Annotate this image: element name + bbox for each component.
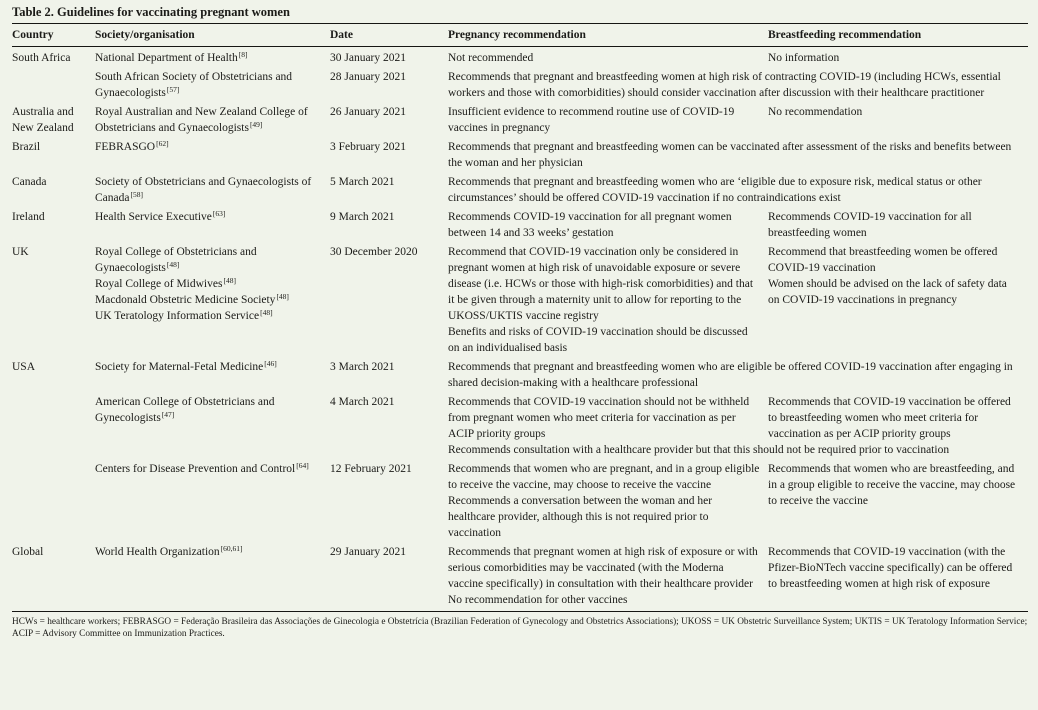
recommendation-paragraph: Recommends that pregnant and breastfeeding women who are eligible be offered COVID-19 vaccination after engaging in shared decision-making with a healthcare professional: [448, 361, 1013, 389]
cell-date: 9 March 2021: [330, 211, 395, 223]
recommendation-paragraph: Insufficient evidence to recommend routine use of COVID-19 vaccines in pregnancy: [448, 106, 735, 134]
cell-society-organisation: [95, 104, 330, 136]
table-row: [12, 174, 1028, 206]
cell-country: Canada: [12, 176, 47, 188]
society-name: South African Society of Obstetricians and Gynaecologists[57]: [95, 71, 293, 99]
cell-country: South Africa: [12, 52, 71, 64]
society-name: Royal College of Obstetricians and Gynaecologists[48]: [95, 246, 257, 274]
cell-date: 3 February 2021: [330, 141, 407, 153]
society-name: Royal Australian and New Zealand College of Obstetricians and Gynaecologists[49]: [95, 106, 308, 134]
cell-breastfeeding-recommendation: [768, 394, 1028, 442]
table-row: [12, 139, 1028, 171]
reference-superscript: [8]: [238, 50, 248, 59]
society-name: Centers for Disease Prevention and Control[64]: [95, 461, 309, 475]
society-name: Health Service Executive[63]: [95, 209, 226, 223]
cell-date: 4 March 2021: [330, 396, 395, 408]
cell-combined-recommendation: [448, 174, 1028, 206]
table-title: Table 2. Guidelines for vaccinating pregnant women: [12, 5, 290, 19]
cell-society-organisation: [95, 461, 330, 541]
footnote-line: ACIP = Advisory Committee on Immunization Practices.: [12, 629, 225, 639]
cell-society-organisation: [95, 359, 330, 391]
cell-pregnancy-recommendation: [448, 209, 768, 241]
cell-society-organisation: [95, 544, 330, 608]
cell-pregnancy-recommendation: [448, 50, 768, 66]
cell-breastfeeding-recommendation: [768, 209, 1028, 241]
cell-date: 26 January 2021: [330, 106, 407, 118]
cell-society-organisation: [95, 69, 330, 101]
reference-superscript: [48]: [276, 292, 289, 301]
cell-country: Brazil: [12, 141, 41, 153]
cell-society-organisation: [95, 50, 330, 66]
recommendation-paragraph: Recommends that pregnant women at high risk of exposure or with serious comorbidities may be vaccinated (with the Moderna vaccine specifically) in consultation with their healthcare provider: [448, 546, 758, 590]
reference-superscript: [49]: [249, 120, 263, 129]
society-name: UK Teratology Information Service[48]: [95, 308, 273, 322]
table-row: [12, 461, 1028, 541]
cell-date: 12 February 2021: [330, 463, 412, 475]
society-name: FEBRASGO[62]: [95, 139, 169, 153]
cell-pregnancy-recommendation: [448, 394, 768, 442]
recommendation-paragraph: Recommends that COVID-19 vaccination should not be withheld from pregnant women who meet criteria for vaccination as per ACIP priority groups: [448, 396, 750, 440]
table-row: [12, 544, 1028, 608]
society-name: Macdonald Obstetric Medicine Society[48]: [95, 292, 289, 306]
recommendation-paragraph: Recommends that women who are breastfeeding, and in a group eligible to receive the vaccine, may choose to receive the vaccine: [768, 463, 1016, 507]
cell-date: 30 December 2020: [330, 246, 418, 258]
recommendation-paragraph: Recommends that COVID-19 vaccination be offered to breastfeeding women who meet criteria for vaccination as per ACIP priority groups: [768, 396, 1011, 440]
reference-superscript: [64]: [296, 461, 309, 470]
reference-superscript: [58]: [130, 190, 143, 199]
cell-society-organisation: [95, 394, 330, 442]
cell-breastfeeding-recommendation: [768, 50, 1028, 66]
reference-superscript: [48]: [223, 276, 236, 285]
table-row: [12, 359, 1028, 391]
cell-country: Australia and New Zealand: [12, 106, 74, 134]
cell-country: Ireland: [12, 211, 45, 223]
cell-combined-recommendation: [448, 442, 1028, 458]
recommendation-paragraph: Not recommended: [448, 52, 534, 64]
cell-breastfeeding-recommendation: [768, 544, 1028, 608]
society-name: Society for Maternal-Fetal Medicine[46]: [95, 359, 277, 373]
column-header-date: Date: [330, 29, 353, 41]
society-name: American College of Obstetricians and Gynecologists[47]: [95, 396, 275, 424]
table-row: [12, 209, 1028, 241]
society-name: World Health Organization[60,61]: [95, 544, 243, 558]
recommendation-paragraph: Recommends that pregnant and breastfeeding women at high risk of contracting COVID-19 (including HCWs, essential workers and those with comorbidities) should consider vaccination after discussion with their healthcare practitioner: [448, 71, 1001, 99]
table-row: [12, 104, 1028, 136]
recommendation-paragraph: Benefits and risks of COVID-19 vaccination should be discussed on an individualised basis: [448, 326, 748, 354]
recommendation-paragraph: Recommends COVID-19 vaccination for all pregnant women between 14 and 33 weeks’ gestation: [448, 211, 732, 239]
cell-country: [12, 394, 95, 442]
society-name: National Department of Health[8]: [95, 50, 248, 64]
footnote-line: HCWs = healthcare workers; FEBRASGO = Federação Brasileira das Associações de Ginecologia e Obstetrícia (Brazilian Federation of Gynecology and Obstetrics Associations); UKOSS = UK Obstetric Surveillance System; UKTIS = UK Teratology Information Service;: [12, 617, 1028, 627]
reference-superscript: [60,61]: [220, 544, 243, 553]
cell-date: 30 January 2021: [330, 52, 407, 64]
recommendation-paragraph: No information: [768, 52, 840, 64]
cell-combined-recommendation: [448, 139, 1028, 171]
cell-country: Global: [12, 546, 44, 558]
reference-superscript: [46]: [264, 359, 277, 368]
cell-society-organisation: [95, 244, 330, 356]
cell-date: 29 January 2021: [330, 546, 407, 558]
cell-country: UK: [12, 246, 29, 258]
cell-date: 3 March 2021: [330, 361, 395, 373]
table-row: [12, 244, 1028, 356]
column-header-breastfeeding-recommendation: Breastfeeding recommendation: [768, 29, 922, 41]
recommendation-paragraph: Recommends that COVID-19 vaccination (with the Pfizer-BioNTech vaccine specifically) can be offered to breastfeeding women at high risk of exposure: [768, 546, 1013, 590]
reference-superscript: [63]: [212, 209, 226, 218]
recommendation-paragraph: Recommends COVID-19 vaccination for all breastfeeding women: [768, 211, 972, 239]
table-body: [12, 47, 1028, 608]
cell-society-organisation: [95, 139, 330, 171]
cell-society-organisation: [95, 174, 330, 206]
society-name: Royal College of Midwives[48]: [95, 276, 236, 290]
table-footnotes: [12, 616, 1028, 640]
reference-superscript: [47]: [161, 410, 175, 419]
cell-date: 5 March 2021: [330, 176, 395, 188]
reference-superscript: [48]: [260, 308, 273, 317]
column-header-pregnancy-recommendation: Pregnancy recommendation: [448, 29, 586, 41]
cell-breastfeeding-recommendation: [768, 104, 1028, 136]
cell-combined-recommendation: [448, 359, 1028, 391]
recommendation-paragraph: Recommend that COVID-19 vaccination only be considered in pregnant women at high risk of unavoidable exposure or severe disease (i.e. HCWs or those with high-risk comorbidities) and that it be given through a maternity unit to allow for reporting to the UKOSS/UKTIS vaccine registry: [448, 246, 754, 322]
cell-pregnancy-recommendation: [448, 544, 768, 608]
column-header-society-organisation: Society/organisation: [95, 29, 195, 41]
table-header-row: [12, 24, 1028, 46]
reference-superscript: [48]: [166, 260, 180, 269]
column-header-country: Country: [12, 29, 54, 41]
society-name: Society of Obstetricians and Gynaecologists of Canada[58]: [95, 176, 312, 204]
rule-above-footnotes: [12, 611, 1028, 612]
table-row: [12, 394, 1028, 458]
recommendation-paragraph: No recommendation: [768, 106, 863, 118]
table-row: [12, 50, 1028, 66]
table-row: [12, 69, 1028, 101]
cell-combined-recommendation: [448, 69, 1028, 101]
cell-breastfeeding-recommendation: [768, 461, 1028, 541]
cell-country: [12, 69, 95, 101]
cell-country: USA: [12, 361, 36, 373]
cell-pregnancy-recommendation: [448, 461, 768, 541]
cell-date: 28 January 2021: [330, 71, 407, 83]
recommendation-paragraph: Women should be advised on the lack of safety data on COVID-19 vaccinations in pregnancy: [768, 278, 1007, 306]
recommendation-paragraph: Recommends that pregnant and breastfeeding women can be vaccinated after assessment of the risks and benefits between the woman and her physician: [448, 141, 1012, 169]
cell-pregnancy-recommendation: [448, 244, 768, 356]
cell-country: [12, 461, 95, 541]
reference-superscript: [57]: [166, 85, 180, 94]
recommendation-paragraph: Recommends that pregnant and breastfeeding women who are ‘eligible due to exposure risk, medical status or other circumstances’ should be offered COVID-19 vaccination if no contraindications exist: [448, 176, 982, 204]
cell-society-organisation: [95, 209, 330, 241]
recommendation-paragraph: Recommends that women who are pregnant, and in a group eligible to receive the vaccine, may choose to receive the vaccine: [448, 463, 760, 491]
recommendation-paragraph: Recommend that breastfeeding women be offered COVID-19 vaccination: [768, 246, 998, 274]
reference-superscript: [62]: [156, 139, 169, 148]
recommendation-paragraph: Recommends a conversation between the woman and her healthcare provider, although this is not required prior to vaccination: [448, 495, 713, 539]
recommendation-paragraph: No recommendation for other vaccines: [448, 594, 628, 606]
recommendation-paragraph: Recommends consultation with a healthcare provider but that this should not be required prior to vaccination: [448, 444, 950, 456]
cell-breastfeeding-recommendation: [768, 244, 1028, 356]
cell-pregnancy-recommendation: [448, 104, 768, 136]
